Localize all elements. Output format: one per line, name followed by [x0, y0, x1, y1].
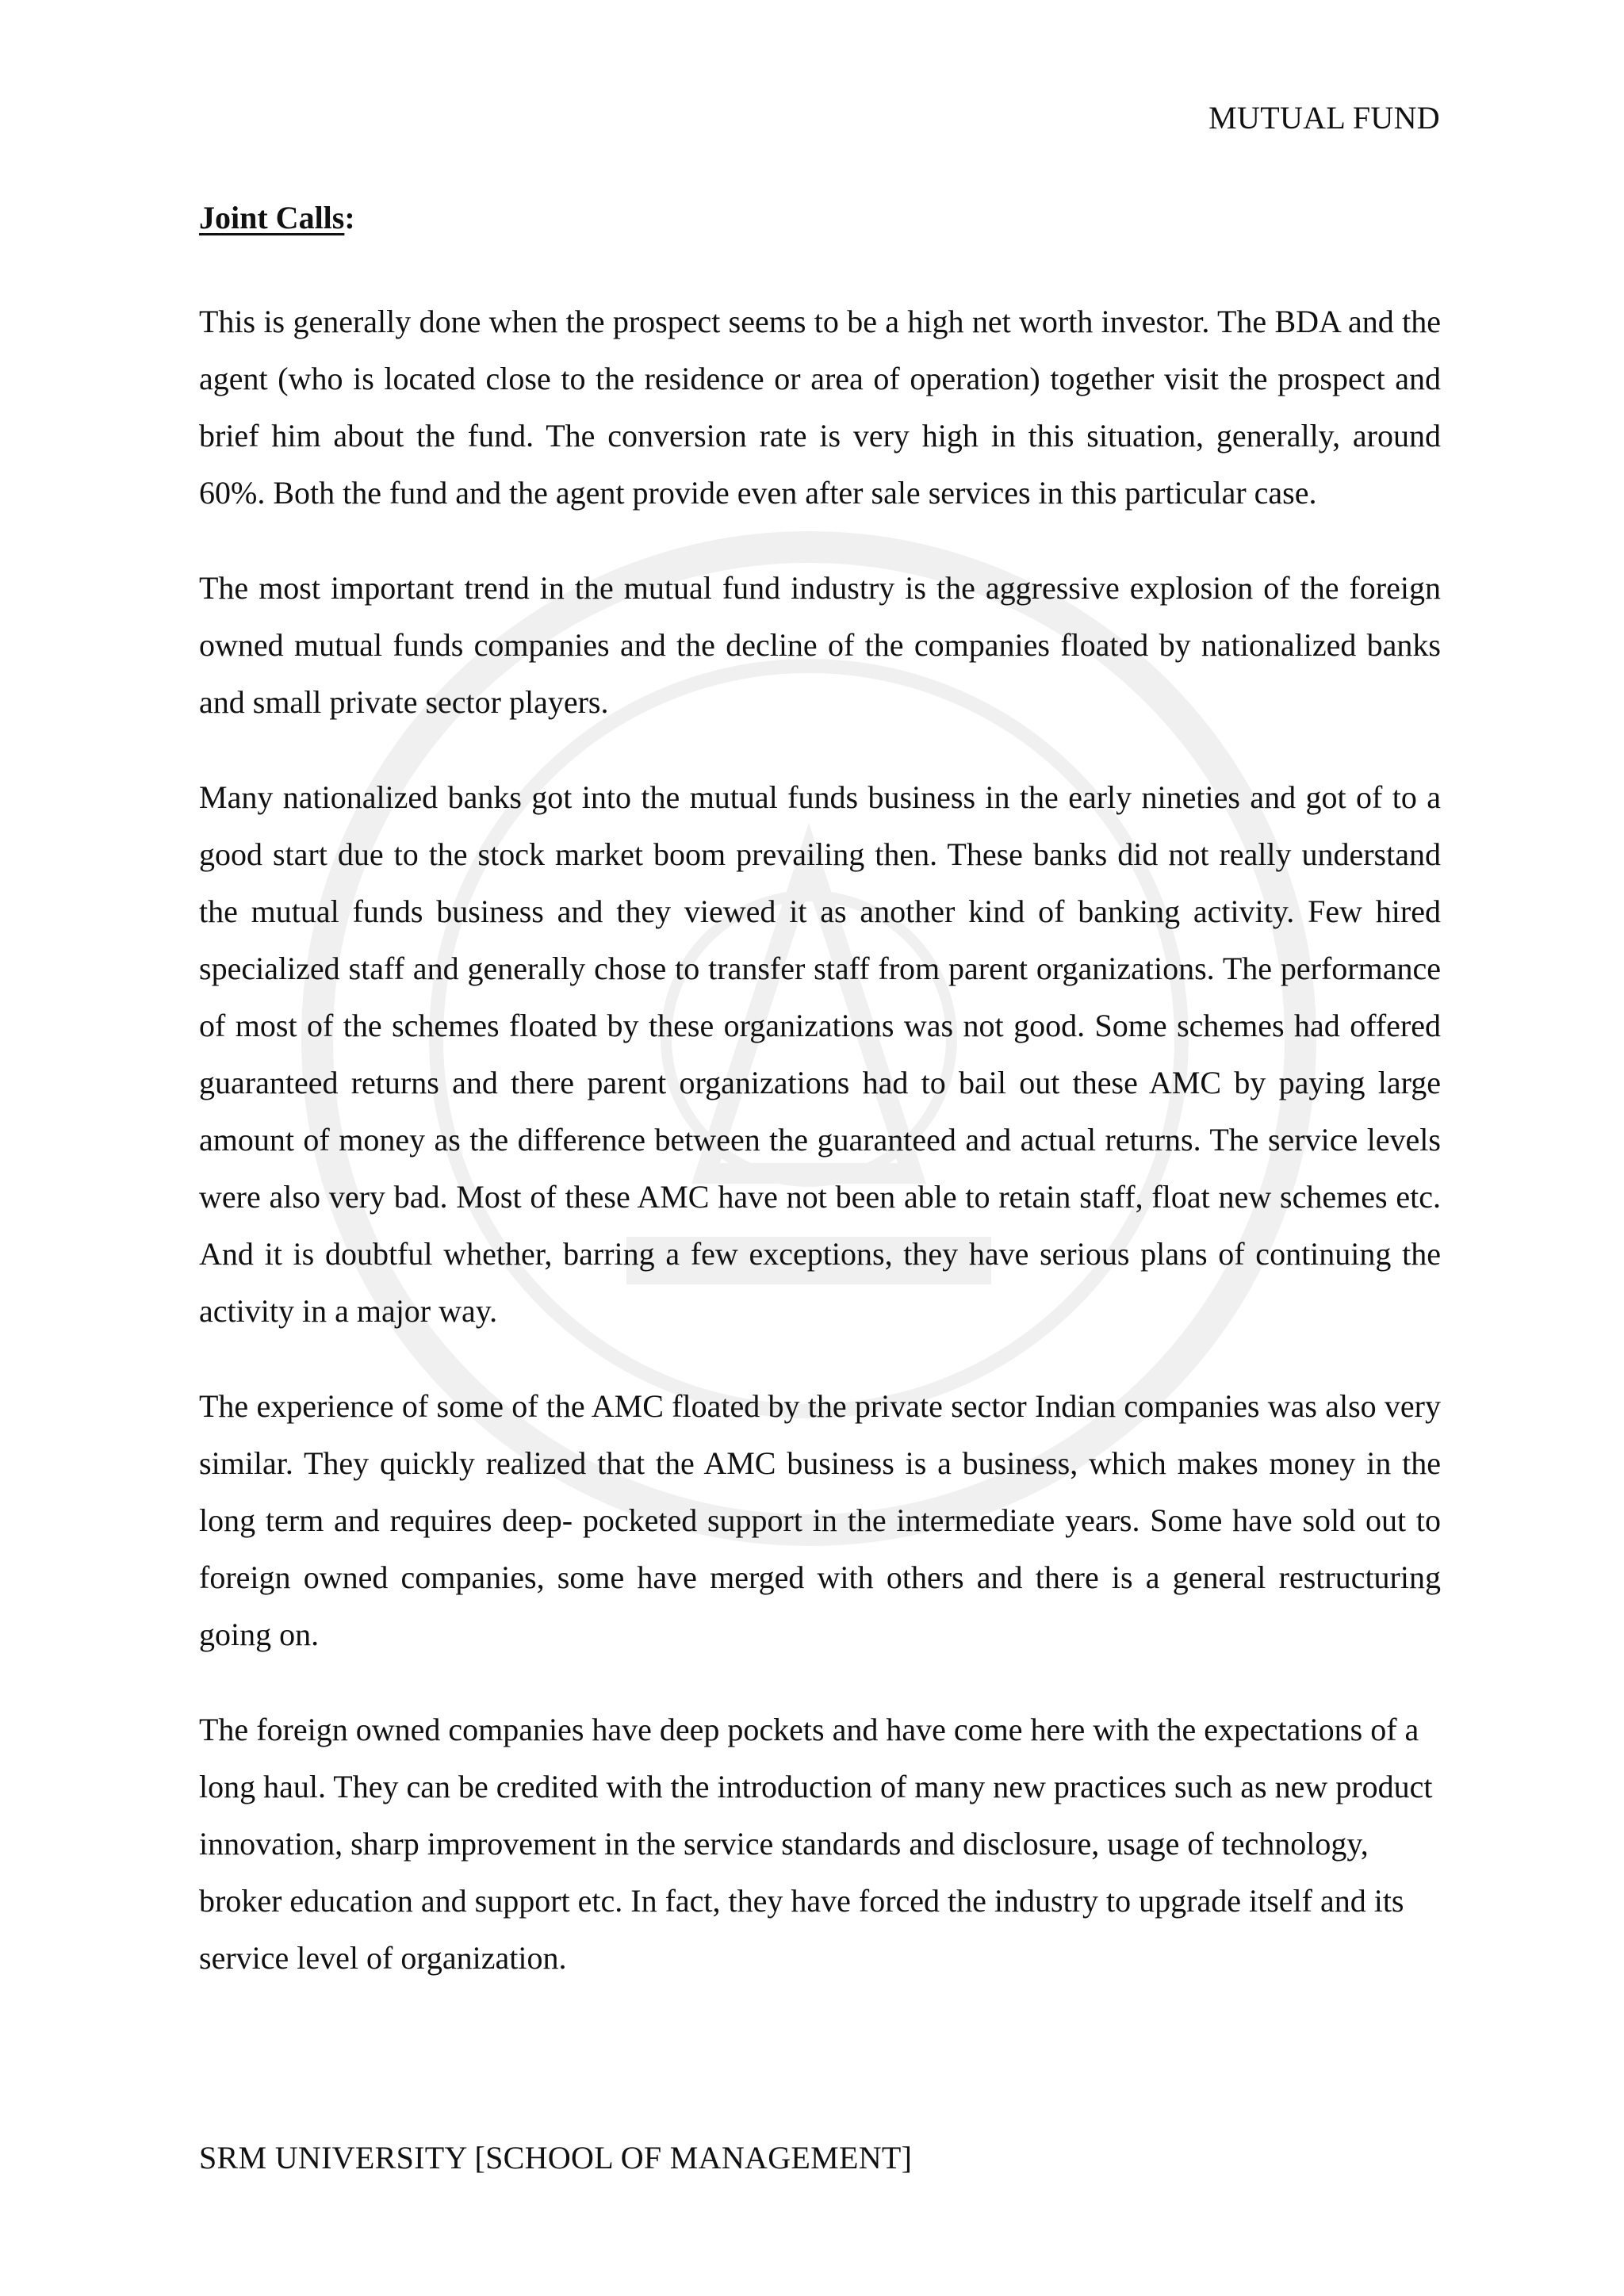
paragraph-industry-trend: The most important trend in the mutual fund industry is the aggressive explosion of the foreign owned mutual funds companies and the decline of the companies floated by nationalized banks and small private sector players. — [199, 570, 1441, 720]
paragraph-foreign-companies: The foreign owned companies have deep pockets and have come here with the expectations of a long haul. They can be credited with the introduction of many new practices such as new product innovation, sharp improvement in the service standards and disclosure, usage of technology, broker education and support etc. In fact, they have forced the industry to upgrade itself and its service level of organization. — [199, 1712, 1433, 1976]
section-heading-colon: : — [344, 200, 355, 235]
running-header: MUTUAL FUND — [1208, 100, 1440, 136]
paragraph-nationalized-banks: Many nationalized banks got into the mutual funds business in the early nineties and got of to a good start due to the stock market boom prevailing then. These banks did not really understand the mutual funds business and they viewed it as another kind of banking activity. Few hired specialized staff and generally chose to transfer staff from parent organizations. The performance of most of the schemes floated by these organizations was not good. Some schemes had offered guaranteed returns and there parent organizations had to bail out these AMC by paying large amount of money as the difference between the guaranteed and actual returns. The service levels were also very bad. Most of these AMC have not been able to retain staff, float new schemes etc. And it is doubtful whether, barring a few exceptions, they have serious plans of continuing the activity in a major way. — [199, 779, 1441, 1329]
section-heading-text: Joint Calls — [199, 200, 345, 235]
paragraph-joint-calls: This is generally done when the prospect seems to be a high net worth investor. The BDA and the agent (who is located close to the residence or area of operation) together visit the prospect and brief him about the fund. The conversion rate is very high in this situation, generally, around 60%. Both the fund and the agent provide even after sale services in this particular case. — [199, 304, 1441, 511]
section-heading — [199, 190, 1441, 246]
paragraph-private-sector: The experience of some of the AMC floated by the private sector Indian companies was also very similar. They quickly realized that the AMC business is a business, which makes money in the long term and requires deep- pocketed support in the intermediate years. Some have sold out to foreign owned companies, some have merged with others and there is a general restructuring going on. — [199, 1388, 1441, 1652]
page-content — [199, 190, 1441, 2025]
running-footer: SRM UNIVERSITY [SCHOOL OF MANAGEMENT] — [199, 2140, 913, 2175]
